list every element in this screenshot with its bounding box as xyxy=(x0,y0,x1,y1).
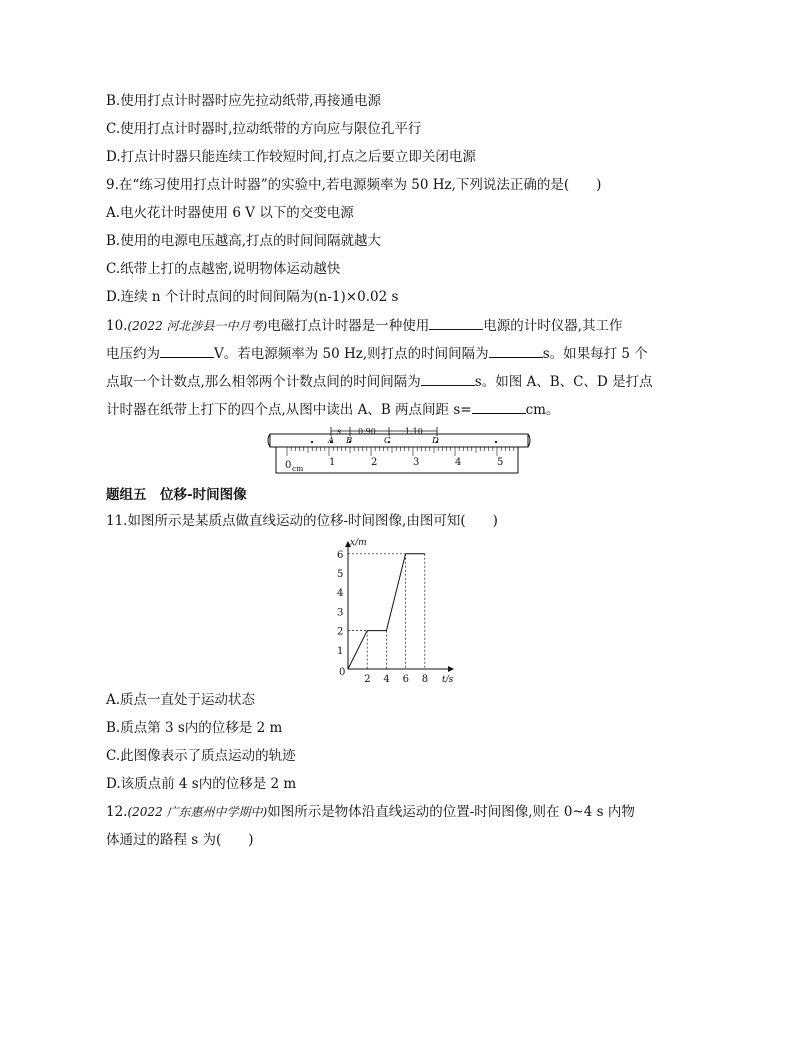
point-label-d: D xyxy=(432,436,439,446)
answer-blank xyxy=(489,344,543,358)
x-tick-label-6: 6 xyxy=(402,674,409,685)
y-tick-labels xyxy=(337,550,343,657)
q10-text-1a: 电磁打点计时器是一种使用 xyxy=(267,318,430,334)
q12-line-1 xyxy=(106,803,635,821)
x-tick-label-2: 2 xyxy=(364,674,371,685)
q11-stem: 11.如图所示是某质点做直线运动的位移-时间图像,由图可知( ) xyxy=(106,513,498,529)
ruler-tick-label-3: 3 xyxy=(413,457,420,468)
q8-option-c: C.使用打点计时器时,拉动纸带的方向应与限位孔平行 xyxy=(106,121,422,137)
answer-blank xyxy=(160,344,214,358)
q9-option-a: A.电火花计时器使用 6 V 以下的交变电源 xyxy=(106,205,354,221)
dim-090-label: 0.90 xyxy=(358,427,376,436)
q10-text-3b: s。如图 A、B、C、D 是打点 xyxy=(474,374,653,390)
ruler-unit-label: cm xyxy=(292,464,304,473)
guide-lines xyxy=(348,554,425,669)
q10-number: 10. xyxy=(106,318,128,334)
q10-text-2a: 电压约为 xyxy=(106,346,160,362)
y-tick-label-3: 3 xyxy=(337,607,344,619)
tape-dot xyxy=(311,441,313,443)
x-axis-label: t/s xyxy=(442,675,454,685)
answer-blank xyxy=(429,316,483,330)
q10-text-2c: s。如果每打 5 个 xyxy=(542,346,648,362)
q10-text-3a: 点取一个计数点,那么相邻两个计数点间的时间间隔为 xyxy=(106,374,421,390)
q11-option-b: B.质点第 3 s内的位移是 2 m xyxy=(106,720,283,736)
q10-text-1b: 电源的计时仪器,其工作 xyxy=(483,318,623,334)
x-tick-labels xyxy=(364,674,428,685)
y-tick-label-2: 2 xyxy=(337,626,344,638)
ruler-tick-label-0: 0 xyxy=(285,460,292,471)
q12-line-2: 体通过的路程 s 为( ) xyxy=(106,832,254,848)
y-axis-label: x/m xyxy=(350,538,367,548)
origin-label: 0 xyxy=(339,667,346,678)
y-tick-label-4: 4 xyxy=(337,588,344,600)
y-tick-label-1: 1 xyxy=(337,645,344,657)
x-tick-label-4: 4 xyxy=(383,674,390,685)
point-label-a: A xyxy=(328,436,335,446)
point-label-c: C xyxy=(384,436,391,446)
tape-dot xyxy=(495,441,497,443)
q10-source: (2022 河北涉县一中月考) xyxy=(127,319,268,333)
ruler-tick-label-4: 4 xyxy=(455,457,462,468)
x-tick-label-8: 8 xyxy=(421,674,429,685)
q9-option-d: D.连续 n 个计时点间的时间间隔为(n-1)×0.02 s xyxy=(106,289,399,305)
q9-stem: 9.在“练习使用打点计时器”的实验中,若电源频率为 50 Hz,下列说法正确的是( ) xyxy=(106,177,602,193)
point-label-b: B xyxy=(346,436,353,446)
q11-option-a: A.质点一直处于运动状态 xyxy=(106,692,256,708)
ruler-figure xyxy=(264,424,534,476)
y-tick-label-5: 5 xyxy=(337,569,344,580)
q10-line-2 xyxy=(106,344,648,363)
q8-option-b: B.使用打点计时器时应先拉动纸带,再接通电源 xyxy=(106,93,382,109)
dim-110-label: 1.10 xyxy=(405,427,423,436)
q10-text-2b: V。若电源频率为 50 Hz,则打点的时间间隔为 xyxy=(214,346,489,362)
q8-option-d: D.打点计时器只能连续工作较短时间,打点之后要立即关闭电源 xyxy=(106,149,476,165)
ruler-tick-label-1: 1 xyxy=(329,457,336,468)
q11-option-d: D.该质点前 4 s内的位移是 2 m xyxy=(106,776,297,792)
paper-tape xyxy=(270,434,528,447)
q10-line-1 xyxy=(106,316,623,335)
q9-option-c: C.纸带上打的点越密,说明物体运动越快 xyxy=(106,261,341,277)
q10-line-3 xyxy=(106,372,653,391)
q12-source: (2022 广东惠州中学期中) xyxy=(127,805,268,819)
answer-blank xyxy=(421,372,475,386)
dim-s-label: s xyxy=(337,427,342,436)
q9-option-b: B.使用的电源电压越高,打点的时间间隔就越大 xyxy=(106,233,382,249)
q10-line-4 xyxy=(106,400,559,419)
xt-chart xyxy=(328,534,468,686)
q12-number: 12. xyxy=(106,804,128,820)
q10-text-4a: 计时器在纸带上打下的四个点,从图中读出 A、B 两点间距 s= xyxy=(106,402,472,418)
ruler-tick-label-2: 2 xyxy=(371,457,378,468)
q12-text-1: 如图所示是物体沿直线运动的位置-时间图像,则在 0~4 s 内物 xyxy=(267,804,635,820)
y-tick-label-6: 6 xyxy=(337,549,344,561)
q11-option-c: C.此图像表示了质点运动的轨迹 xyxy=(106,748,296,764)
ruler-tick-label-5: 5 xyxy=(497,457,504,468)
section-title: 题组五 位移-时间图像 xyxy=(106,487,247,503)
answer-blank xyxy=(472,400,526,414)
q10-text-4b: cm。 xyxy=(525,402,560,418)
